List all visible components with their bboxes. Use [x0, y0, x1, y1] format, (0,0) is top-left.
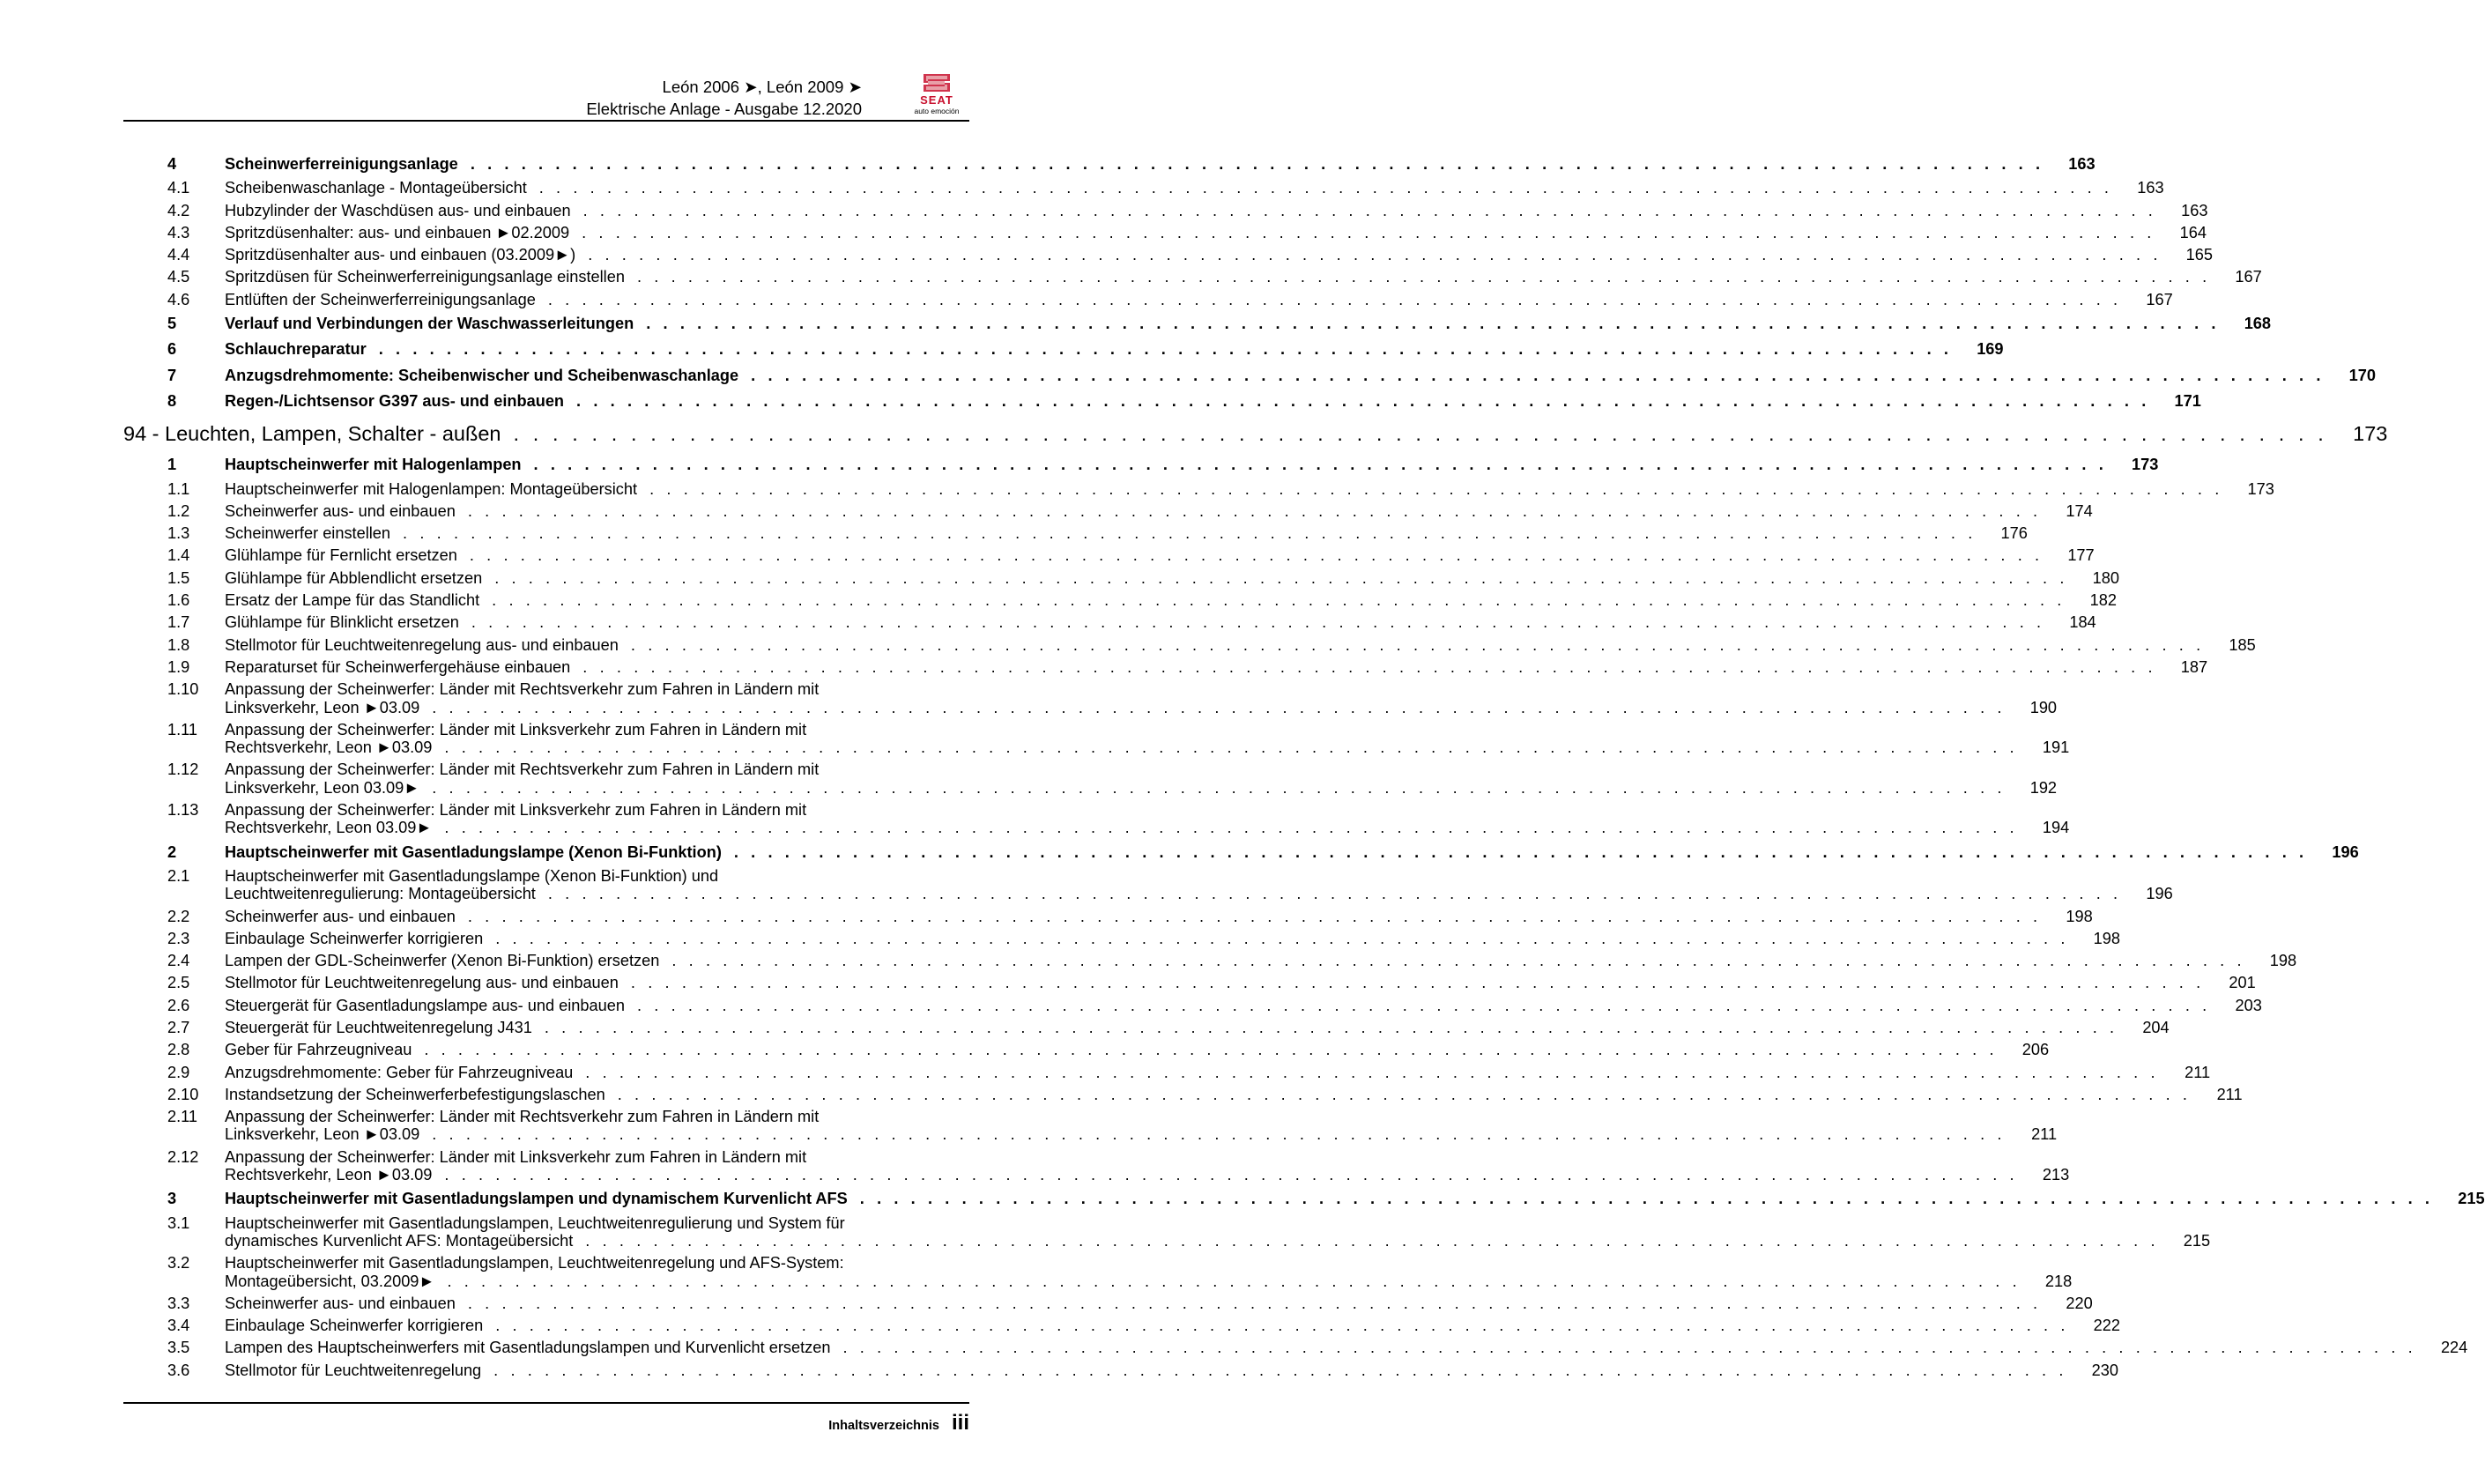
- toc-entry-title: Stellmotor für Leuchtweitenregelung aus- und einbauen: [225, 635, 619, 654]
- dot-leader: . . . . . . . . . . . . . . . . . . . . . . . . . . . . . . . . . . . . . . . . . . . . . . . . . . . . . . . . . . . . . . . . . . . . . . . . . . . . . . . . . . . . . . . . . . . . .: [646, 315, 2221, 333]
- dot-leader: . . . . . . . . . . . . . . . . . . . . . . . . . . . . . . . . . . . . . . . . . . . . . . . . . . . . . . . . . . . . . . . . . . . . . . . . . . . . . . . . . . . . . . . . . . . . .: [585, 1063, 2160, 1081]
- toc-entry-number: 2.3: [167, 929, 190, 947]
- toc-entry-page: 173: [2247, 479, 2274, 498]
- toc-subsection-entry[interactable]: [123, 501, 2093, 523]
- toc-subsection-entry[interactable]: [123, 1146, 2070, 1187]
- dot-leader: . . . . . . . . . . . . . . . . . . . . . . . . . . . . . . . . . . . . . . . . . . . . . . . . . . . . . . . . . . . . . . . . . . . . . . . . . . . . . . . . . . . . . . . . . . . . .: [495, 929, 2070, 947]
- dot-leader: . . . . . . . . . . . . . . . . . . . . . . . . . . . . . . . . . . . . . . . . . . . . . . . . . . . . . . . . . . . . . . . . . . . . . . . . . . . . . . . . . . . . . . . . . . . . .: [444, 738, 2019, 757]
- toc-entry-title: Lampen der GDL-Scheinwerfer (Xenon Bi-Funktion) ersetzen: [225, 952, 660, 970]
- toc-subsection-entry[interactable]: [123, 865, 2173, 906]
- toc-entry-number: 4.6: [167, 290, 190, 308]
- toc-entry-number: 4.1: [167, 179, 190, 197]
- toc-section-entry[interactable]: [123, 389, 2201, 414]
- toc-entry-title: Spritzdüsenhalter aus- und einbauen (03.2009►): [225, 246, 576, 264]
- table-of-contents: [123, 152, 2485, 1382]
- toc-entry-page: 213: [2042, 1166, 2070, 1184]
- footer-label: Inhaltsverzeichnis: [828, 1419, 939, 1433]
- toc-entry-number: 2.4: [167, 952, 190, 970]
- toc-entry-number: 4.2: [167, 201, 190, 219]
- toc-entry-title: Hauptscheinwerfer mit Gasentladungslampe (Xenon Bi-Funktion) und: [225, 866, 719, 885]
- toc-entry-page: 177: [2067, 546, 2095, 565]
- toc-entry-page: 165: [2185, 246, 2214, 264]
- toc-entry-title: Spritzdüsen für Scheinwerferreinigungsanlage einstellen: [225, 268, 625, 286]
- toc-entry-page: 211: [2216, 1085, 2243, 1103]
- toc-entry-number: 1.12: [167, 761, 199, 779]
- toc-entry-number: 7: [167, 366, 177, 384]
- toc-entry-title: Scheinwerfer aus- und einbauen: [225, 501, 456, 520]
- toc-entry-number: 1.2: [167, 501, 190, 520]
- toc-entry-number: 3.5: [167, 1339, 190, 1357]
- toc-entry-page: 218: [2044, 1272, 2073, 1290]
- toc-section-entry[interactable]: [123, 840, 2359, 865]
- dot-leader: . . . . . . . . . . . . . . . . . . . . . . . . . . . . . . . . . . . . . . . . . . . . . . . . . . . . . . . . . . . . . . . . . . . . . . . . . . . . . . . . . . . . . . . . . . . . .: [637, 996, 2211, 1014]
- toc-entry-page: 180: [2092, 568, 2120, 587]
- toc-entry-title: Glühlampe für Abblendlicht ersetzen: [225, 568, 483, 587]
- dot-leader: . . . . . . . . . . . . . . . . . . . . . . . . . . . . . . . . . . . . . . . . . . . . . . . . . . . . . . . . . . . . . . . . . . . . . . . . . . . . . . . . . . . . . . . . . . . . .: [842, 1339, 2417, 1357]
- toc-subsection-entry[interactable]: [123, 799, 2070, 840]
- toc-section-entry[interactable]: [123, 1186, 2485, 1212]
- dot-leader: . . . . . . . . . . . . . . . . . . . . . . . . . . . . . . . . . . . . . . . . . . . . . . . . . . . . . . . . . . . . . . . . . . . . . . . . . . . . . . . . . . . . . . . . . . . . .: [576, 391, 2150, 410]
- toc-entry-page: 182: [2089, 591, 2117, 610]
- toc-subsection-entry[interactable]: [123, 479, 2274, 501]
- toc-section-entry[interactable]: [123, 311, 2272, 337]
- toc-subsection-entry[interactable]: [123, 679, 2058, 719]
- seat-emblem-icon: [924, 74, 950, 92]
- dot-leader: . . . . . . . . . . . . . . . . . . . . . . . . . . . . . . . . . . . . . . . . . . . . . . . . . . . . . . . . . . . . . . . . . . . . . . . . . . . . . . . . . . . . . . . . . . . . .: [424, 1041, 1999, 1059]
- toc-entry-page: 220: [2066, 1294, 2093, 1312]
- toc-entry-page: 230: [2091, 1361, 2118, 1379]
- toc-entry-page: 174: [2066, 501, 2093, 520]
- toc-entry-page: 215: [2183, 1231, 2211, 1250]
- toc-subsection-entry[interactable]: [123, 1213, 2211, 1253]
- toc-entry-number: 2.6: [167, 996, 190, 1014]
- toc-entry-title: Entlüften der Scheinwerferreinigungsanlage: [225, 290, 536, 308]
- dot-leader: . . . . . . . . . . . . . . . . . . . . . . . . . . . . . . . . . . . . . . . . . . . . . . . . . . . . . . . . . . . . . . . . . . . . . . . . . . . . . . . . . . . . . . . . . . . . .: [617, 1085, 2192, 1103]
- toc-entry-title: Hauptscheinwerfer mit Halogenlampen: Montageübersicht: [225, 479, 638, 498]
- dot-leader: . . . . . . . . . . . . . . . . . . . . . . . . . . . . . . . . . . . . . . . . . . . . . . . . . . . . . . . . . . . . . . . . . . . . . . . . . . . . . . . . . . . . . . . . . . . . .: [444, 819, 2019, 837]
- toc-entry-number: 3.2: [167, 1254, 190, 1273]
- toc-entry-page: 211: [2185, 1063, 2211, 1081]
- toc-entry-title: Anpassung der Scheinwerfer: Länder mit Linksverkehr zum Fahren in Ländern mit: [225, 720, 807, 738]
- dot-leader: . . . . . . . . . . . . . . . . . . . . . . . . . . . . . . . . . . . . . . . . . . . . . . . . . . . . . . . . . . . . . . . . . . . . . . . . . . . . . . . . . . . . . . . . . . . . .: [432, 1125, 2007, 1144]
- dot-leader: . . . . . . . . . . . . . . . . . . . . . . . . . . . . . . . . . . . . . . . . . . . . . . . . . . . . . . . . . . . . . . . . . . . . . . . . . . . . . . . . . . . . . . . . . . . . .: [585, 1231, 2160, 1250]
- header-model-line: León 2006 ➤, León 2009 ➤: [662, 78, 862, 96]
- dot-leader: . . . . . . . . . . . . . . . . . . . . . . . . . . . . . . . . . . . . . . . . . . . . . . . . . . . . . . . . . . . . . . . . . . . . . . . . . . . . . . . . . . . . . . . . . . . . .: [378, 340, 1953, 359]
- toc-subsection-entry[interactable]: [123, 906, 2093, 928]
- toc-subsection-entry[interactable]: [123, 1337, 2468, 1359]
- toc-entry-number: 4.5: [167, 268, 190, 286]
- toc-section-entry[interactable]: [123, 152, 2096, 177]
- toc-subsection-entry[interactable]: [123, 266, 2262, 288]
- toc-entry-title: Anpassung der Scheinwerfer: Länder mit Rechtsverkehr zum Fahren in Ländern mit: [225, 1108, 820, 1126]
- toc-entry-number: 8: [167, 391, 177, 410]
- toc-entry-title-continuation: Linksverkehr, Leon ►03.09: [225, 1125, 420, 1144]
- header-rule: [123, 120, 969, 122]
- toc-entry-number: 2.8: [167, 1041, 190, 1059]
- toc-entry-number: 1.1: [167, 479, 190, 498]
- dot-leader: . . . . . . . . . . . . . . . . . . . . . . . . . . . . . . . . . . . . . . . . . . . . . . . . . . . . . . . . . . . . . . . . . . . . . . . . . . . . . . . . . . . . . . . . . . . . .: [447, 1272, 2021, 1290]
- dot-leader: . . . . . . . . . . . . . . . . . . . . . . . . . . . . . . . . . . . . . . . . . . . . . . . . . . . . . . . . . . . . . . . . . . . . . . . . . . . . . . . . . . . . . . . . . . . . .: [671, 952, 2246, 970]
- toc-entry-number: 1.10: [167, 680, 199, 699]
- toc-entry-title: Anzugsdrehmomente: Scheibenwischer und Scheibenwaschanlage: [225, 366, 739, 384]
- toc-entry-title-continuation: dynamisches Kurvenlicht AFS: Montageübersicht: [225, 1231, 574, 1250]
- toc-subsection-entry[interactable]: [123, 1106, 2058, 1146]
- toc-entry-number: 4.3: [167, 223, 190, 241]
- toc-entry-number: 1.7: [167, 613, 190, 632]
- toc-entry-title-continuation: Linksverkehr, Leon ►03.09: [225, 698, 420, 716]
- toc-subsection-entry[interactable]: [123, 1084, 2243, 1106]
- toc-entry-page: 201: [2229, 974, 2256, 992]
- dot-leader: . . . . . . . . . . . . . . . . . . . . . . . . . . . . . . . . . . . . . . . . . . . . . . . . . . . . . . . . . . . . . . . . . . . . . . . . . . . . . . . . . . . . . . . . . . . . .: [444, 1166, 2019, 1184]
- toc-entry-page: 163: [2068, 155, 2096, 173]
- toc-entry-title: Einbaulage Scheinwerfer korrigieren: [225, 1317, 484, 1335]
- toc-entry-page: 176: [2000, 524, 2028, 543]
- toc-subsection-entry[interactable]: [123, 244, 2214, 266]
- toc-entry-title: Hubzylinder der Waschdüsen aus- und einbauen: [225, 201, 571, 219]
- toc-entry-page: 198: [2066, 907, 2093, 925]
- dot-leader: . . . . . . . . . . . . . . . . . . . . . . . . . . . . . . . . . . . . . . . . . . . . . . . . . . . . . . . . . . . . . . . . . . . . . . . . . . . . . . . . . . . . . . . . . . . . .: [859, 1190, 2434, 1208]
- toc-section-entry[interactable]: [123, 337, 2004, 362]
- dot-leader: . . . . . . . . . . . . . . . . . . . . . . . . . . . . . . . . . . . . . . . . . . . . . . . . . . . . . . . . . . . . . . . . . . . . . . . . . . . . . . . . . . . . . . . . . . . . .: [492, 591, 2066, 610]
- toc-entry-number: 2.5: [167, 974, 190, 992]
- toc-entry-page: 194: [2042, 819, 2070, 837]
- dot-leader: . . . . . . . . . . . . . . . . . . . . . . . . . . . . . . . . . . . . . . . . . . . . . . . . . . . . . . . . . . . . . . . . . . . . . . . . . . . . . . . . . . . . . . . . . . . . .: [538, 179, 2113, 197]
- toc-entry-title: Scheinwerfer aus- und einbauen: [225, 1294, 456, 1312]
- dot-leader: . . . . . . . . . . . . . . . . . . . . . . . . . . . . . . . . . . . . . . . . . . . . . . . . . . . . . . . . . . . . . . . . . . . . . . . . . . . . . . . . . . . . . . . . . . . . .: [751, 366, 2325, 384]
- logo-tagline: auto emoción: [914, 107, 960, 115]
- toc-entry-page: 185: [2229, 635, 2256, 654]
- toc-entry-number: 1: [167, 456, 177, 474]
- toc-entry-page: 203: [2235, 996, 2262, 1014]
- toc-subsection-entry[interactable]: [123, 523, 2028, 545]
- toc-entry-title: Hauptscheinwerfer mit Gasentladungslampe (Xenon Bi-Funktion): [225, 842, 722, 861]
- dot-leader: . . . . . . . . . . . . . . . . . . . . . . . . . . . . . . . . . . . . . . . . . . . . . . . . . . . . . . . . . . . . . . . . . . . . . . . . . . . . . . . . . . . . . . . . . . . . .: [493, 1361, 2067, 1379]
- toc-entry-number: 2: [167, 842, 177, 861]
- dot-leader: . . . . . . . . . . . . . . . . . . . . . . . . . . . . . . . . . . . . . . . . . . . . . . . . . . . . . . . . . . . . . . . . . . . . . . . . . . . . . . . . . . . . . . . . . . . . .: [649, 479, 2223, 498]
- toc-entry-title: Regen-/Lichtsensor G397 aus- und einbauen: [225, 391, 565, 410]
- dot-leader: . . . . . . . . . . . . . . . . . . . . . . . . . . . . . . . . . . . . . . . . . . . . . . . . . . . . . . . . . . . . . . . . . . . . . . . . . . . . . . . . . . . . . . . . . . . . .: [588, 246, 2162, 264]
- toc-entry-title: Hauptscheinwerfer mit Gasentladungslampen, Leuchtweitenregulierung und System für: [225, 1213, 845, 1232]
- toc-subsection-entry[interactable]: [123, 657, 2208, 679]
- dot-leader: . . . . . . . . . . . . . . . . . . . . . . . . . . . . . . . . . . . . . . . . . . . . . . . . . . . . . . . . . . . . . . . . . . . . . . . . . . . . . . . . . . . . . . . . . . . . .: [432, 698, 2007, 716]
- toc-subsection-entry[interactable]: [123, 568, 2120, 590]
- toc-section-entry[interactable]: [123, 363, 2376, 389]
- toc-entry-number: 2.9: [167, 1063, 190, 1081]
- toc-subsection-entry[interactable]: [123, 719, 2070, 760]
- dot-leader: . . . . . . . . . . . . . . . . . . . . . . . . . . . . . . . . . . . . . . . . . . . . . . . . . . . . . . . . . . . . . . . . . . . . . . . . . . . . . . . . . . . . . . . . . . . . .: [467, 907, 2042, 925]
- toc-entry-page: 204: [2142, 1018, 2170, 1036]
- dot-leader: . . . . . . . . . . . . . . . . . . . . . . . . . . . . . . . . . . . . . . . . . . . . . . . . . . . . . . . . . . . . . . . . . . . . . . . . . . . . . . . . . . . . . . . . . . . . .: [533, 456, 2108, 474]
- dot-leader: . . . . . . . . . . . . . . . . . . . . . . . . . . . . . . . . . . . . . . . . . . . . . . . . . . . . . . . . . . . . . . . . . . . . . . . . . . . . . . . . . . . . . . . . . . . . .: [495, 1317, 2070, 1335]
- toc-entry-title: Anpassung der Scheinwerfer: Länder mit Rechtsverkehr zum Fahren in Ländern mit: [225, 680, 820, 699]
- toc-entry-number: 1.3: [167, 524, 190, 543]
- toc-entry-number: 1.9: [167, 657, 190, 676]
- dot-leader: . . . . . . . . . . . . . . . . . . . . . . . . . . . . . . . . . . . . . . . . . . . . . . . . . . . . . . . . . . . . . . . . . . . . . . . . . . . . . . . . . . . . . . . . . . . . .: [547, 290, 2122, 308]
- toc-subsection-entry[interactable]: [123, 950, 2297, 972]
- toc-subsection-entry[interactable]: [123, 1315, 2121, 1337]
- toc-entry-title: Verlauf und Verbindungen der Waschwasserleitungen: [225, 315, 634, 333]
- dot-leader: . . . . . . . . . . . . . . . . . . . . . . . . . . . . . . . . . . . . . . . . . . . . . . . . . . . . . . . . . . . . . . . . . . . . . . . . . . . . . . . . . . . . . . . . . . . . .: [470, 155, 2044, 173]
- toc-entry-page: 169: [1977, 340, 2004, 359]
- toc-entry-number: 2.10: [167, 1085, 199, 1103]
- toc-entry-page: 163: [2181, 201, 2208, 219]
- toc-entry-page: 215: [2458, 1190, 2485, 1208]
- toc-subsection-entry[interactable]: [123, 972, 2256, 994]
- toc-entry-number: 4: [167, 155, 177, 173]
- dot-leader: . . . . . . . . . . . . . . . . . . . . . . . . . . . . . . . . . . . . . . . . . . . . . . . . . . . . . . . . . . . . . . . . . . . . . . . . . . . . . . . . . . . . . . . . . . . . .: [544, 1018, 2118, 1036]
- toc-entry-number: 3.4: [167, 1317, 190, 1335]
- dot-leader: . . . . . . . . . . . . . . . . . . . . . . . . . . . . . . . . . . . . . . . . . . . . . . . . . . . . . . . . . . . . . . . . . . . . . . . . . . . . . . . . . . . . . . . . . . . . .: [630, 635, 2205, 654]
- toc-entry-page: 184: [2069, 613, 2096, 632]
- toc-entry-page: 167: [2146, 290, 2173, 308]
- toc-entry-title-continuation: Rechtsverkehr, Leon 03.09►: [225, 819, 433, 837]
- toc-entry-title: Anpassung der Scheinwerfer: Länder mit Rechtsverkehr zum Fahren in Ländern mit: [225, 761, 820, 779]
- toc-entry-title: Spritzdüsenhalter: aus- und einbauen ►02.2009: [225, 223, 570, 241]
- toc-entry-page: 198: [2269, 952, 2297, 970]
- toc-entry-title: Reparaturset für Scheinwerfergehäuse einbauen: [225, 657, 571, 676]
- dot-leader: . . . . . . . . . . . . . . . . . . . . . . . . . . . . . . . . . . . . . . . . . . . . . . . . . . . . . . . . . . . . . . . . . . . . . . . . . . . . . . . . . . . . . . . . . . . . .: [582, 657, 2157, 676]
- toc-entry-title: Lampen des Hauptscheinwerfers mit Gasentladungslampen und Kurvenlicht ersetzen: [225, 1339, 831, 1357]
- toc-entry-title: Steuergerät für Gasentladungslampe aus- und einbauen: [225, 996, 625, 1014]
- dot-leader: . . . . . . . . . . . . . . . . . . . . . . . . . . . . . . . . . . . . . . . . . . . . . . . . . . . . . . . . . . . . . . . . . . . . . . . . . . . . . . . . . . . . . . . . . . . . .: [469, 546, 2044, 565]
- toc-entry-page: 168: [2244, 315, 2272, 333]
- toc-entry-page: 173: [2132, 456, 2159, 474]
- toc-entry-number: 3.6: [167, 1361, 190, 1379]
- toc-entry-page: 206: [2021, 1041, 2050, 1059]
- seat-logo: [904, 72, 969, 116]
- toc-entry-number: 1.11: [167, 720, 198, 738]
- toc-entry-number: 5: [167, 315, 177, 333]
- toc-entry-number: 6: [167, 340, 177, 359]
- toc-subsection-entry[interactable]: [123, 1039, 2050, 1061]
- toc-entry-page: 167: [2235, 268, 2262, 286]
- toc-entry-number: 1.13: [167, 801, 199, 820]
- toc-entry-page: 196: [2146, 885, 2173, 903]
- toc-subsection-entry[interactable]: [123, 1062, 2211, 1084]
- page-number: iii: [951, 1411, 969, 1435]
- toc-entry-title: Hauptscheinwerfer mit Gasentladungslampen und dynamischem Kurvenlicht AFS: [225, 1190, 848, 1208]
- toc-entry-page: 222: [2093, 1317, 2121, 1335]
- toc-entry-title: Stellmotor für Leuchtweitenregelung aus- und einbauen: [225, 974, 619, 992]
- toc-entry-title: Stellmotor für Leuchtweitenregelung: [225, 1361, 482, 1379]
- toc-subsection-entry[interactable]: [123, 995, 2262, 1017]
- toc-entry-title: Scheinwerferreinigungsanlage: [225, 155, 458, 173]
- dot-leader: . . . . . . . . . . . . . . . . . . . . . . . . . . . . . . . . . . . . . . . . . . . . . . . . . . . . . . . . . . . . . . . . . . . . . . . . . . . . . . . . . . . . . . . . . . . . .: [471, 613, 2045, 632]
- toc-entry-number: 1.6: [167, 591, 190, 610]
- toc-entry-number: 2.1: [167, 866, 190, 885]
- toc-entry-title: Scheinwerfer aus- und einbauen: [225, 907, 456, 925]
- toc-entry-page: 190: [2029, 698, 2058, 716]
- toc-entry-title: Scheinwerfer einstellen: [225, 524, 391, 543]
- toc-entry-number: 2.7: [167, 1018, 190, 1036]
- toc-entry-title-continuation: Linksverkehr, Leon 03.09►: [225, 778, 420, 797]
- toc-entry-page: 211: [2031, 1125, 2058, 1144]
- toc-entry-page: 164: [2179, 223, 2207, 241]
- toc-subsection-entry[interactable]: [123, 222, 2207, 244]
- toc-subsection-entry[interactable]: [123, 634, 2256, 657]
- toc-subsection-entry[interactable]: [123, 1360, 2118, 1382]
- toc-subsection-entry[interactable]: [123, 928, 2121, 950]
- toc-entry-title: Schlauchreparatur: [225, 340, 367, 359]
- toc-subsection-entry[interactable]: [123, 177, 2164, 199]
- toc-entry-page: 173: [2353, 422, 2388, 446]
- toc-entry-number: 1.5: [167, 568, 190, 587]
- dot-leader: . . . . . . . . . . . . . . . . . . . . . . . . . . . . . . . . . . . . . . . . . . . . . . . . . . . . . . . . . . . . . . . . . . . . . . . . . . . . . . . . . . . . . . . . . . . . .: [636, 268, 2211, 286]
- toc-entry-title: Anpassung der Scheinwerfer: Länder mit Linksverkehr zum Fahren in Ländern mit: [225, 801, 807, 820]
- toc-entry-page: 224: [2440, 1339, 2468, 1357]
- toc-subsection-entry[interactable]: [123, 612, 2096, 634]
- toc-entry-number: 3: [167, 1190, 177, 1208]
- toc-entry-title: Instandsetzung der Scheinwerferbefestigungslaschen: [225, 1085, 605, 1103]
- toc-entry-page: 198: [2093, 929, 2121, 947]
- dot-leader: . . . . . . . . . . . . . . . . . . . . . . . . . . . . . . . . . . . . . . . . . . . . . . . . . . . . . . . . . . . . . . . . . . . . . . . . . . . . . . . . . . . . . . . . . . . . .: [513, 422, 2328, 446]
- toc-entry-title: Hauptscheinwerfer mit Halogenlampen: [225, 456, 522, 474]
- dot-leader: . . . . . . . . . . . . . . . . . . . . . . . . . . . . . . . . . . . . . . . . . . . . . . . . . . . . . . . . . . . . . . . . . . . . . . . . . . . . . . . . . . . . . . . . . . . . .: [630, 974, 2205, 992]
- toc-entry-page: 191: [2042, 738, 2070, 757]
- logo-wordmark: SEAT: [920, 93, 953, 107]
- dot-leader: . . . . . . . . . . . . . . . . . . . . . . . . . . . . . . . . . . . . . . . . . . . . . . . . . . . . . . . . . . . . . . . . . . . . . . . . . . . . . . . . . . . . . . . . . . . . .: [403, 524, 1977, 543]
- footer-rule: [123, 1402, 969, 1404]
- toc-entry-page: 187: [2180, 657, 2208, 676]
- toc-entry-title: Glühlampe für Blinklicht ersetzen: [225, 613, 459, 632]
- toc-entry-title: Hauptscheinwerfer mit Gasentladungslampen, Leuchtweitenregelung und AFS-System:: [225, 1254, 844, 1273]
- page-header: [123, 72, 969, 122]
- toc-entry-title: Glühlampe für Fernlicht ersetzen: [225, 546, 457, 565]
- toc-chapter-entry[interactable]: [123, 414, 2388, 452]
- toc-entry-number: 3.1: [167, 1213, 190, 1232]
- toc-subsection-entry[interactable]: [123, 1293, 2093, 1315]
- toc-section-entry[interactable]: [123, 452, 2159, 478]
- toc-subsection-entry[interactable]: [123, 1017, 2170, 1039]
- dot-leader: . . . . . . . . . . . . . . . . . . . . . . . . . . . . . . . . . . . . . . . . . . . . . . . . . . . . . . . . . . . . . . . . . . . . . . . . . . . . . . . . . . . . . . . . . . . . .: [467, 1294, 2042, 1312]
- toc-entry-title-continuation: Rechtsverkehr, Leon ►03.09: [225, 738, 433, 757]
- toc-entry-number: 2.11: [167, 1108, 198, 1126]
- toc-subsection-entry[interactable]: [123, 200, 2208, 222]
- toc-entry-title-continuation: Montageübersicht, 03.2009►: [225, 1272, 435, 1290]
- toc-entry-page: 170: [2348, 366, 2376, 384]
- dot-leader: . . . . . . . . . . . . . . . . . . . . . . . . . . . . . . . . . . . . . . . . . . . . . . . . . . . . . . . . . . . . . . . . . . . . . . . . . . . . . . . . . . . . . . . . . . . . .: [467, 501, 2042, 520]
- toc-entry-title: Einbaulage Scheinwerfer korrigieren: [225, 929, 484, 947]
- header-edition-line: Elektrische Anlage - Ausgabe 12.2020: [586, 100, 862, 118]
- toc-entry-page: 196: [2332, 842, 2359, 861]
- toc-entry-page: 171: [2174, 391, 2201, 410]
- page-footer: [123, 1402, 969, 1435]
- toc-entry-title-continuation: Leuchtweitenregulierung: Montageübersicht: [225, 885, 536, 903]
- toc-entry-title: Steuergerät für Leuchtweitenregelung J431: [225, 1018, 532, 1036]
- dot-leader: . . . . . . . . . . . . . . . . . . . . . . . . . . . . . . . . . . . . . . . . . . . . . . . . . . . . . . . . . . . . . . . . . . . . . . . . . . . . . . . . . . . . . . . . . . . . .: [582, 201, 2157, 219]
- toc-entry-title: Geber für Fahrzeugniveau: [225, 1041, 412, 1059]
- toc-entry-title: Anpassung der Scheinwerfer: Länder mit Linksverkehr zum Fahren in Ländern mit: [225, 1147, 807, 1166]
- toc-subsection-entry[interactable]: [123, 1252, 2073, 1293]
- dot-leader: . . . . . . . . . . . . . . . . . . . . . . . . . . . . . . . . . . . . . . . . . . . . . . . . . . . . . . . . . . . . . . . . . . . . . . . . . . . . . . . . . . . . . . . . . . . . .: [432, 778, 2007, 797]
- toc-subsection-entry[interactable]: [123, 590, 2117, 612]
- toc-entry-page: 192: [2029, 778, 2058, 797]
- dot-leader: . . . . . . . . . . . . . . . . . . . . . . . . . . . . . . . . . . . . . . . . . . . . . . . . . . . . . . . . . . . . . . . . . . . . . . . . . . . . . . . . . . . . . . . . . . . . .: [582, 223, 2155, 241]
- toc-entry-title: 94 - Leuchten, Lampen, Schalter - außen: [123, 422, 501, 446]
- toc-subsection-entry[interactable]: [123, 759, 2058, 799]
- toc-entry-title: Ersatz der Lampe für das Standlicht: [225, 591, 480, 610]
- toc-entry-number: 4.4: [167, 246, 190, 264]
- header-text: [586, 76, 862, 120]
- toc-entry-title-continuation: Rechtsverkehr, Leon ►03.09: [225, 1166, 433, 1184]
- toc-entry-page: 163: [2137, 179, 2164, 197]
- dot-leader: . . . . . . . . . . . . . . . . . . . . . . . . . . . . . . . . . . . . . . . . . . . . . . . . . . . . . . . . . . . . . . . . . . . . . . . . . . . . . . . . . . . . . . . . . . . . .: [733, 842, 2308, 861]
- toc-entry-number: 1.8: [167, 635, 190, 654]
- dot-leader: . . . . . . . . . . . . . . . . . . . . . . . . . . . . . . . . . . . . . . . . . . . . . . . . . . . . . . . . . . . . . . . . . . . . . . . . . . . . . . . . . . . . . . . . . . . . .: [547, 885, 2122, 903]
- toc-entry-number: 2.12: [167, 1147, 199, 1166]
- toc-entry-number: 2.2: [167, 907, 190, 925]
- toc-entry-title: Anzugsdrehmomente: Geber für Fahrzeugniveau: [225, 1063, 574, 1081]
- toc-entry-title: Scheibenwaschanlage - Montageübersicht: [225, 179, 527, 197]
- toc-entry-number: 3.3: [167, 1294, 190, 1312]
- toc-entry-number: 1.4: [167, 546, 190, 565]
- toc-subsection-entry[interactable]: [123, 545, 2095, 567]
- dot-leader: . . . . . . . . . . . . . . . . . . . . . . . . . . . . . . . . . . . . . . . . . . . . . . . . . . . . . . . . . . . . . . . . . . . . . . . . . . . . . . . . . . . . . . . . . . . . .: [494, 568, 2069, 587]
- toc-subsection-entry[interactable]: [123, 289, 2173, 311]
